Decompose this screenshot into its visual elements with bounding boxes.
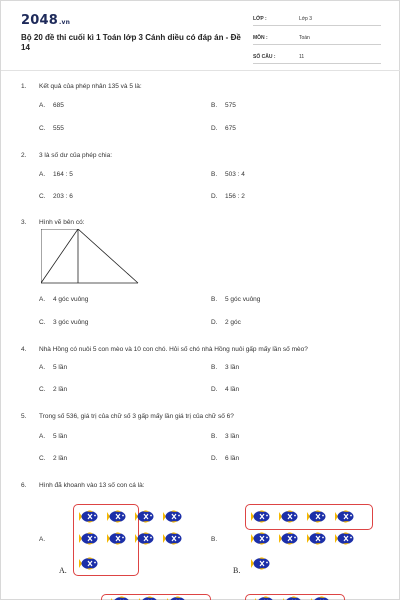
fish-icon <box>279 532 299 545</box>
option-letter: A. <box>39 536 46 543</box>
meta-key: SỐ CÂU : <box>253 54 276 60</box>
geometry-figure <box>41 229 141 285</box>
question-stem: Trong số 536, giá trị của chữ số 3 gấp mấy lần giá trị của chữ số 6? <box>39 413 234 420</box>
option-letter: C. <box>39 125 46 132</box>
fish-icon <box>335 532 355 545</box>
question-text <box>21 219 381 229</box>
figure-diagonal-line <box>41 229 78 283</box>
fish-icon <box>167 596 187 600</box>
option-d[interactable] <box>211 455 239 462</box>
option-c[interactable] <box>39 193 73 200</box>
question-text <box>21 83 381 93</box>
option-letter: A. <box>39 433 46 440</box>
question-number: 6. <box>21 482 27 489</box>
fish-icon <box>307 510 327 523</box>
option-letter: A. <box>39 171 46 178</box>
meta-panel <box>253 16 381 73</box>
fish-icon <box>79 510 99 523</box>
meta-row-count <box>253 54 381 64</box>
option-a[interactable] <box>39 433 67 440</box>
question-2 <box>21 152 381 162</box>
option-text: 4 góc vuông <box>53 296 89 303</box>
fish-icon <box>139 596 159 600</box>
fish-icon <box>163 510 183 523</box>
question-number: 2. <box>21 152 27 159</box>
question-stem: Hình đã khoanh vào 13 số con cá là: <box>39 482 145 489</box>
option-text: 3 lần <box>225 364 240 371</box>
option-c[interactable] <box>39 319 88 326</box>
question-stem: Nhà Hồng có nuôi 5 con mèo và 10 con chó. Hỏi số chó nhà Hồng nuôi gấp mấy lần số mèo? <box>39 346 308 353</box>
fish-icon <box>135 532 155 545</box>
option-letter: C. <box>39 455 46 462</box>
fish-icon <box>251 532 271 545</box>
fish-icon <box>279 510 299 523</box>
option-text: 685 <box>53 102 64 109</box>
site-logo[interactable] <box>21 13 70 28</box>
question-text <box>21 413 381 423</box>
logo-suffix: .vn <box>58 19 71 26</box>
fish-icon <box>335 510 355 523</box>
fish-icon <box>79 532 99 545</box>
option-d[interactable] <box>211 125 236 132</box>
fish-icon <box>251 557 271 570</box>
page-title: Bộ 20 đề thi cuối kì 1 Toán lớp 3 Cánh diều có đáp án - Đề 14 <box>21 33 241 52</box>
option-text: 2 góc <box>225 319 241 326</box>
fish-icon <box>283 596 303 600</box>
option-letter: D. <box>211 319 218 326</box>
option-letter: D. <box>211 386 218 393</box>
fish-icon <box>251 510 271 523</box>
option-letter: C. <box>39 193 46 200</box>
question-1 <box>21 83 381 93</box>
question-6 <box>21 482 381 492</box>
option-letter: D. <box>211 125 218 132</box>
option-letter: A. <box>39 296 46 303</box>
option-text: 156 : 2 <box>225 193 245 200</box>
header-divider <box>1 70 400 71</box>
meta-row-class <box>253 16 381 26</box>
option-letter: B. <box>211 364 218 371</box>
question-number: 4. <box>21 346 27 353</box>
fish-icon <box>107 532 127 545</box>
option-text: 5 lần <box>53 364 68 371</box>
fish-icon <box>107 510 127 523</box>
option-d[interactable] <box>211 386 239 393</box>
option-b[interactable] <box>211 102 236 109</box>
meta-row-subject <box>253 35 381 45</box>
fish-icon <box>79 557 99 570</box>
question-number: 3. <box>21 219 27 226</box>
option-text: 503 : 4 <box>225 171 245 178</box>
option-a[interactable] <box>39 102 64 109</box>
question-text <box>21 482 381 492</box>
meta-value: Toán <box>299 35 310 41</box>
question-4 <box>21 346 381 356</box>
option-a[interactable] <box>39 171 73 178</box>
option-c[interactable] <box>39 455 67 462</box>
fish-icon <box>135 510 155 523</box>
question-3 <box>21 219 381 229</box>
option-letter: B. <box>211 171 218 178</box>
option-letter: D. <box>211 455 218 462</box>
logo-main: 2048 <box>21 13 58 28</box>
header <box>21 13 381 63</box>
option-b[interactable] <box>211 433 239 440</box>
fish-icon <box>255 596 275 600</box>
option-letter: C. <box>39 386 46 393</box>
meta-value: 11 <box>299 54 305 60</box>
option-letter: B. <box>211 102 218 109</box>
option-letter: C. <box>39 319 46 326</box>
option-letter: B. <box>211 433 218 440</box>
question-stem: 3 là số dư của phép chia: <box>39 152 113 159</box>
question-text <box>21 346 381 356</box>
option-d[interactable] <box>211 193 245 200</box>
option-text: 3 lần <box>225 433 240 440</box>
fish-icon <box>163 532 183 545</box>
fish-icon <box>111 596 131 600</box>
option-b[interactable] <box>211 171 245 178</box>
option-letter: B. <box>211 536 218 543</box>
question-stem: Kết quả của phép nhân 135 và 5 là: <box>39 83 142 90</box>
option-letter: A. <box>39 364 46 371</box>
question-text <box>21 152 381 162</box>
option-a[interactable] <box>39 296 88 303</box>
option-a[interactable] <box>39 364 67 371</box>
option-text: 5 lần <box>53 433 68 440</box>
figure-hypotenuse-line <box>78 229 138 283</box>
option-text: 203 : 6 <box>53 193 73 200</box>
option-c[interactable] <box>39 125 64 132</box>
question-stem: Hình vẽ bên có: <box>39 219 85 226</box>
option-text: 6 lần <box>225 455 240 462</box>
option-d[interactable] <box>211 319 241 326</box>
meta-key: MÔN : <box>253 35 268 41</box>
option-letter: B. <box>211 296 218 303</box>
meta-value: Lớp 3 <box>299 16 313 22</box>
fish-icon <box>307 532 327 545</box>
option-text: 164 : 5 <box>53 171 73 178</box>
option-text: 5 góc vuông <box>225 296 261 303</box>
question-5 <box>21 413 381 423</box>
question-number: 1. <box>21 83 27 90</box>
fish-icon <box>311 596 331 600</box>
figure-rectangle-edges <box>41 229 138 283</box>
option-b[interactable] <box>211 364 239 371</box>
option-b[interactable] <box>211 536 225 543</box>
question-number: 5. <box>21 413 27 420</box>
option-text: 555 <box>53 125 64 132</box>
meta-key: LỚP : <box>253 16 267 22</box>
option-text: 2 lần <box>53 386 68 393</box>
option-text: 2 lần <box>53 455 68 462</box>
option-c[interactable] <box>39 386 67 393</box>
figure-caption-a: A. <box>59 566 67 575</box>
option-letter: D. <box>211 193 218 200</box>
option-text: 675 <box>225 125 236 132</box>
option-a[interactable] <box>39 536 53 543</box>
option-b[interactable] <box>211 296 260 303</box>
option-letter: A. <box>39 102 46 109</box>
option-text: 4 lần <box>225 386 240 393</box>
option-text: 3 góc vuông <box>53 319 89 326</box>
option-text: 575 <box>225 102 236 109</box>
figure-caption-b: B. <box>233 566 241 575</box>
